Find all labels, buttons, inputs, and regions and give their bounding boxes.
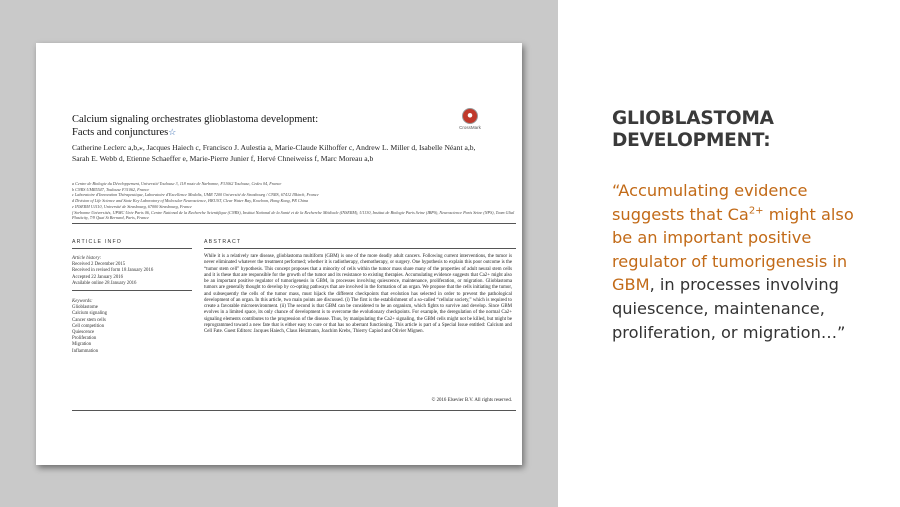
crossmark-badge: [440, 108, 500, 130]
copyright: © 2016 Elsevier B.V. All rights reserved.: [431, 398, 512, 403]
divider: [72, 248, 192, 249]
history-item: Received 2 December 2015: [72, 262, 126, 268]
paper-affiliations: [72, 181, 522, 221]
quote-rest: , in processes involving quiescence, maintenance, proliferation, or migration…”: [612, 275, 846, 342]
keyword: Cell competition: [72, 323, 105, 329]
affiliation-line: f Sorbonne Universités, UPMC Univ Paris 06, Centre National de la Recherche Scientifique (CNRS), Institut National de la Santé et de la Recherche Médicale (INSERM), U1130, Institut de Biologie Paris Seine (IBPS), Neuroscience Paris Seine (NPS), Team Glial Plasticity, 7/9 Quai St Bernard, Paris, France: [72, 209, 515, 221]
keyword: Quiescence: [72, 330, 95, 336]
keyword: Inflammation: [72, 348, 99, 354]
article-history: [72, 256, 192, 287]
slide-quote: [612, 179, 867, 344]
divider: [72, 410, 516, 411]
keyword: Proliferation: [72, 336, 97, 342]
affiliation-line: c Laboratoire d'Innovation Thérapeutique, Laboratoire d'Excellence Medalis, UMR 7200 Université de Strasbourg / CNRS, 67412 Illkirch, France: [72, 192, 319, 198]
keywords: [72, 299, 192, 355]
slide-heading: [612, 108, 872, 152]
paper-title-line2: Facts and conjunctures: [72, 127, 169, 138]
slide-heading-line1: GLIOBLASTOMA: [612, 108, 774, 129]
abstract-text: While it is a relatively rare disease, glioblastoma multiform (GBM) is one of the more deadly adult cancers. Following current interventions, the tumor is never eliminated whatever the treatment performed; whether it is radiotherapy, chemotherapy, or surgery. One hypothesis to explain this poor outcome is the “tumor stem cell” hypothesis. This concept proposes that a minority of cells within the tumor mass share many of the properties of adult neural stem cells and it is these that are responsible for the growth of the tumor and its resistance to existing therapies. Accumulating evidence suggests that Ca2+ might also be an important positive regulator of tumorigenesis in GBM, in processes involving quiescence, maintenance, proliferation, or migration. Glioblastoma tumors are generally thought to develop by co-opting pathways that are involved in the formation of an organ. We propose that the cells initiating the tumor, and subsequently the cells of the tumor mass, must hijack the different checkpoints that evolution has selected in order to prevent the pathological development of an organ. In this article, two main points are discussed. (i) The first is the establishment of a so-called “cellular society,” which is required to create a favorable microenvironment. (ii) The second is that GBM can be considered to be an organism, which fights to survive and develop. Since GBM evolves in a limited space, its only chance of development is to overcome the evolutionary checkpoints. For example, the deregulation of the normal Ca2+ signaling elements contributes to the progression of the disease. Thus, by manipulating the Ca2+ signaling, the GBM cells might not be killed, but might be reprogrammed toward a new fate that is either easy to cure or that has no aberrant functioning. This article is part of a Special Issue entitled: Calcium and Cell Fate. Guest Editors: Jacques Haiech, Claus Heizmann, Joachim Krebs, Thierry Capiod and Olivier Mignen.: [204, 254, 512, 334]
abstract-heading: ABSTRACT: [204, 239, 242, 245]
quote-highlight-part1: “Accumulating evidence suggests that Ca: [612, 181, 808, 224]
history-item: Received in revised form 18 January 2016: [72, 268, 154, 274]
keyword: Glioblastome: [72, 305, 98, 311]
crossmark-icon: [462, 108, 478, 124]
paper-screenshot: [36, 43, 522, 465]
keyword: Calcium signaling: [72, 311, 108, 317]
divider: [204, 248, 516, 249]
keyword: Cancer stem cells: [72, 317, 106, 323]
star-icon: ☆: [168, 127, 177, 137]
slide-text: [612, 108, 872, 344]
affiliation-line: b CNRS UMR5547, Toulouse F31062, France: [72, 186, 150, 192]
keyword: Migration: [72, 342, 92, 348]
divider: [72, 223, 516, 224]
crossmark-label: CrossMark: [459, 125, 481, 130]
quote-highlight-part2: might also be an important positive regulator of tumorigenesis in GBM: [612, 204, 854, 295]
history-label: Article history:: [72, 256, 102, 261]
affiliation-line: d Division of Life Science and State Key Laboratory of Molecular Neuroscience, HKUST, Clear Water Bay, Kowloon, Hong Kong, PR China: [72, 198, 309, 204]
article-info-heading: ARTICLE INFO: [72, 239, 123, 245]
paper-title-line1: Calcium signaling orchestrates glioblastoma development:: [72, 114, 319, 125]
paper-title: [72, 113, 318, 139]
divider: [72, 290, 192, 291]
history-item: Available online 28 January 2016: [72, 280, 137, 286]
calcium-superscript: 2+: [748, 205, 764, 217]
keywords-label: Keywords:: [72, 299, 93, 304]
affiliation-line: e INSERM U1110, Université de Strasbourg, 67000 Strasbourg, France: [72, 203, 192, 209]
affiliation-line: a Centre de Biologie du Développement, Université Toulouse 3, 118 route de Narbonne, F31062 Toulouse, Cedex 04, France: [72, 181, 282, 186]
slide-heading-line2: DEVELOPMENT:: [612, 130, 771, 151]
paper-authors: Catherine Leclerc a,b,⁎, Jacques Haiech c, Francisco J. Aulestia a, Marie-Claude Kilhoffer c, Andrew L. Miller d, Isabelle Néant a,b, Sarah E. Webb d, Etienne Schaeffer e, Marie-Pierre Junier f, Hervé Chneiweiss f, Marc Moreau a,b: [72, 143, 476, 163]
history-item: Accepted 22 January 2016: [72, 274, 124, 280]
